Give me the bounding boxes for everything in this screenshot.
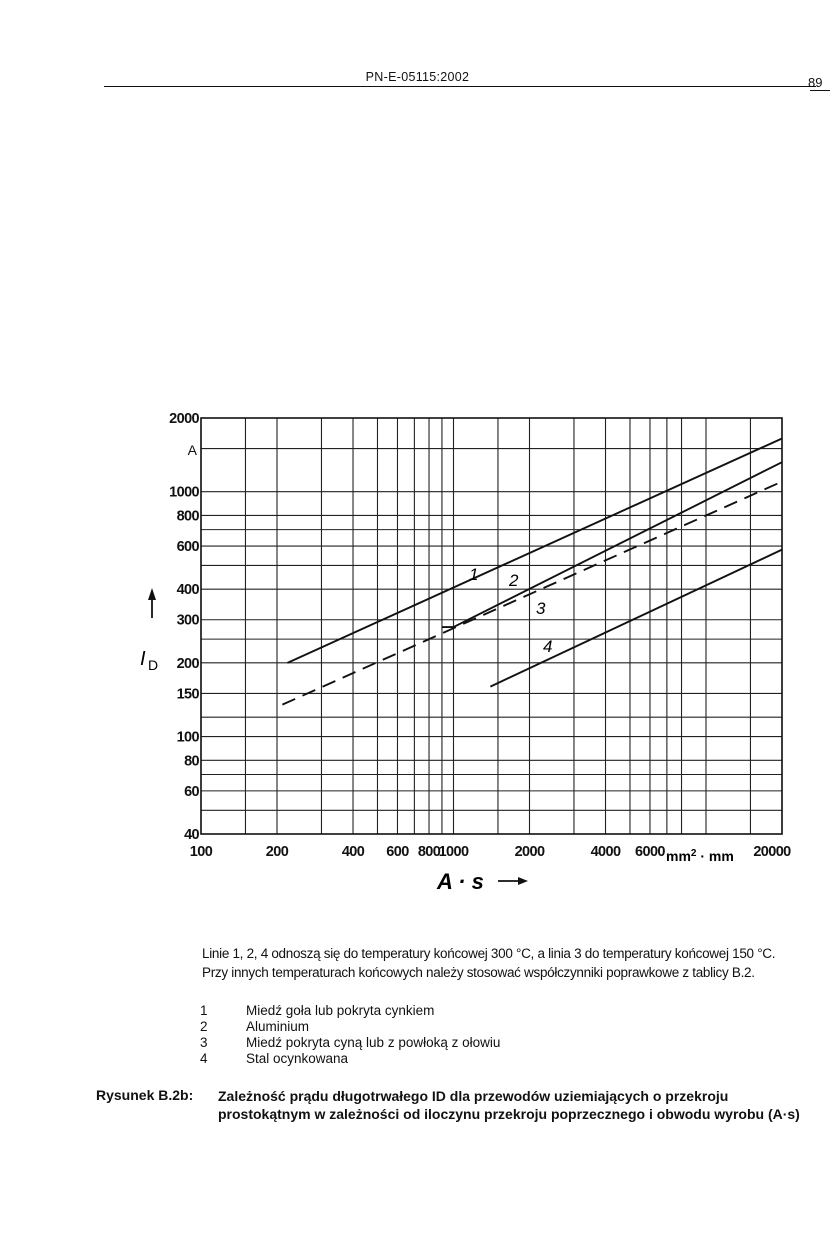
page-number: 89 <box>808 75 823 90</box>
svg-text:A · s: A · s <box>437 869 484 894</box>
y-tick-label: 80 <box>184 753 199 770</box>
x-tick-label: 200 <box>265 844 289 860</box>
series-line-1 <box>287 438 782 662</box>
legend-item: 1 Miedź goła lub pokryta cynkiem <box>200 1003 435 1018</box>
note-line-2: Przy innych temperaturach końcowych należy stosować współczynniki poprawkowe z tablicy B.2. <box>202 965 755 980</box>
series-label-1: 1 <box>469 565 479 584</box>
x-tick-label: 1000 <box>438 844 469 860</box>
series-labels <box>469 565 552 656</box>
y-tick-label: 150 <box>176 686 199 703</box>
svg-text:D: D <box>148 657 159 673</box>
legend-item: 4 Stal ocynkowana <box>200 1051 349 1066</box>
y-tick-label: 600 <box>176 539 199 556</box>
note-line-1: Linie 1, 2, 4 odnoszą się do temperatury końcowej 300 °C, a linia 3 do temperatury końcowej 150 °C. <box>202 946 776 961</box>
y-tick-label: 400 <box>176 582 199 599</box>
x-axis-label <box>436 869 528 894</box>
y-tick-label: 100 <box>176 729 199 746</box>
chart-ticks <box>169 411 791 860</box>
series-line-2 <box>442 462 782 627</box>
x-tick-label: 800 <box>417 844 441 860</box>
y-tick-label: 800 <box>176 508 199 525</box>
chart-labels <box>140 442 734 894</box>
y-tick-label: 1000 <box>169 484 199 501</box>
legend <box>200 1003 500 1067</box>
caption-text: Zależność prądu długotrwałego ID dla przewodów uziemiających o przekroju prostokątnym w zależności od iloczynu przekroju poprzecznego i obwodu wyrobu (A·s) <box>218 1088 800 1122</box>
plot-frame <box>201 418 782 834</box>
series-label-2: 2 <box>509 571 519 590</box>
legend-item: 2 Aluminium <box>200 1019 310 1034</box>
x-tick-label: 20000 <box>753 844 791 860</box>
standard-number: PN-E-05115:2002 <box>365 70 470 84</box>
x-tick-label: 6000 <box>635 844 665 860</box>
x-unit-label: $mm^2$ · mm <box>666 847 734 864</box>
y-tick-label: 60 <box>184 783 199 800</box>
y-unit-label: A <box>187 442 197 458</box>
x-tick-label: 100 <box>189 844 213 860</box>
series-label-4: 4 <box>543 637 553 656</box>
chart-series <box>282 438 782 704</box>
caption-label: Rysunek B.2b: <box>96 1087 194 1103</box>
x-tick-label: 600 <box>386 844 409 860</box>
legend-item: 3 Miedź pokryta cyną lub z powłoką z ołowiu <box>200 1035 501 1050</box>
y-axis-label <box>140 588 158 673</box>
x-tick-label: 400 <box>341 844 365 860</box>
x-tick-label: 4000 <box>590 844 621 860</box>
y-tick-label: 2000 <box>169 411 199 427</box>
y-tick-label: 40 <box>184 827 199 843</box>
svg-text:I: I <box>140 648 146 670</box>
series-line-4 <box>490 550 782 687</box>
y-tick-label: 200 <box>176 655 199 672</box>
series-label-3: 3 <box>536 599 546 618</box>
y-tick-label: 300 <box>176 612 199 629</box>
chart-grid <box>201 418 782 834</box>
x-tick-label: 2000 <box>514 844 545 860</box>
